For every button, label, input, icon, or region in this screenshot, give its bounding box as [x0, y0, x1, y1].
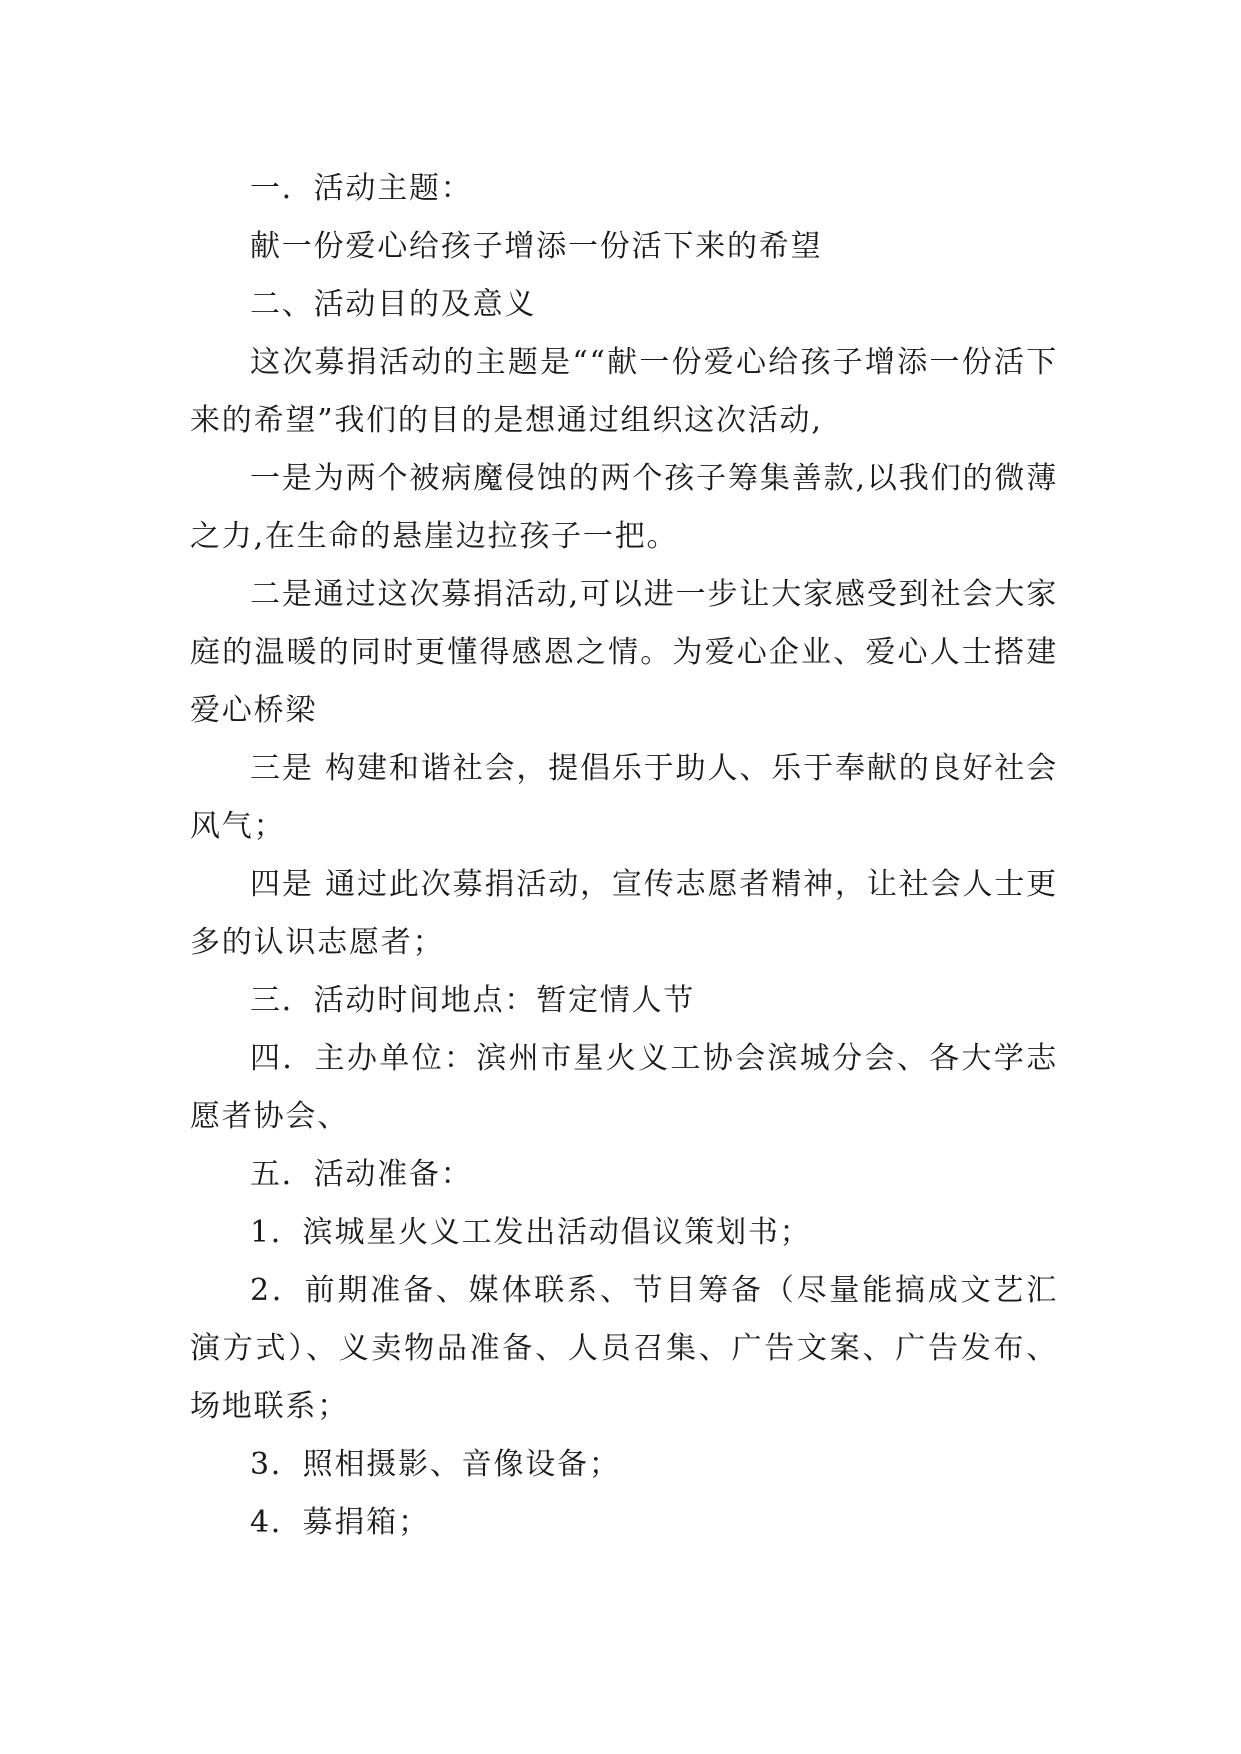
purpose-point-four: 四是 通过此次募捐活动，宣传志愿者精神，让社会人士更多的认识志愿者；	[190, 867, 1058, 960]
section-heading-theme: 一．活动主题：	[250, 171, 473, 206]
preparation-item-1: 1．滨城星火义工发出活动倡议策划书；	[250, 1215, 812, 1250]
purpose-intro-paragraph: 这次募捐活动的主题是““献一份爱心给孩子增添一份活下来的希望”我们的目的是想通过组织这次活动,	[190, 345, 1058, 438]
section-heading-purpose: 二、活动目的及意义	[250, 287, 537, 322]
document-body	[190, 160, 1058, 1552]
section-heading-organizer: 四．主办单位：滨州市星火义工协会滨城分会、各大学志愿者协会、	[190, 1041, 1058, 1134]
theme-text: 献一份爱心给孩子增添一份活下来的希望	[250, 229, 823, 264]
purpose-point-two: 二是通过这次募捐活动,可以进一步让大家感受到社会大家庭的温暖的同时更懂得感恩之情。为爱心企业、爱心人士搭建爱心桥梁	[190, 577, 1058, 728]
section-heading-time-place: 三．活动时间地点：暂定情人节	[250, 983, 696, 1018]
section-heading-preparation: 五．活动准备：	[250, 1157, 473, 1192]
purpose-point-one: 一是为两个被病魔侵蚀的两个孩子筹集善款,以我们的微薄之力,在生命的悬崖边拉孩子一把。	[190, 461, 1058, 554]
purpose-point-three: 三是 构建和谐社会，提倡乐于助人、乐于奉献的良好社会风气；	[190, 751, 1058, 844]
preparation-item-4: 4．募捐箱；	[250, 1505, 430, 1540]
preparation-item-3: 3．照相摄影、音像设备；	[250, 1447, 621, 1482]
preparation-item-2: 2．前期准备、媒体联系、节目筹备（尽量能搞成文艺汇演方式）、义卖物品准备、人员召集、广告文案、广告发布、场地联系；	[190, 1273, 1058, 1424]
